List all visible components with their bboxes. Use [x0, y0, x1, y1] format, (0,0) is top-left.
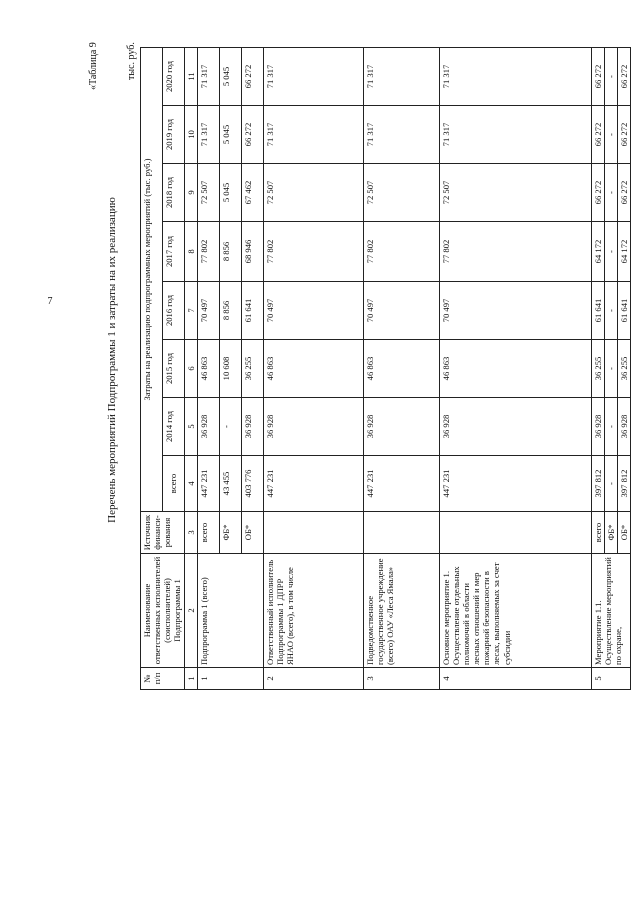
header-year: 2017 год	[162, 222, 184, 282]
row-name: Подпрограмма 1 (всего)	[197, 554, 263, 668]
row-year-value: 5 045	[219, 106, 241, 164]
column-index: 3	[184, 512, 197, 554]
unit-label: тыс. руб.	[126, 42, 137, 80]
row-source	[263, 512, 363, 554]
row-year-value: 71 317	[439, 48, 591, 106]
header-year: 2020 год	[162, 48, 184, 106]
row-year-value: 66 272	[617, 106, 630, 164]
row-year-value: 36 255	[617, 340, 630, 398]
column-index: 11	[184, 48, 197, 106]
row-year-value: 8 856	[219, 222, 241, 282]
row-year-value: 77 802	[363, 222, 439, 282]
row-year-value: 67 462	[241, 164, 263, 222]
row-year-value: 66 272	[617, 164, 630, 222]
table-title: Перечень мероприятий Подпрограммы 1 и затраты на их реализацию	[106, 197, 118, 523]
row-year-value: 71 317	[197, 106, 219, 164]
row-year-value: 64 172	[591, 222, 604, 282]
row-year-value: 66 272	[591, 48, 604, 106]
row-year-value: 36 928	[439, 398, 591, 456]
row-year-value: -	[604, 106, 617, 164]
table-row	[591, 48, 604, 690]
row-year-value: 36 928	[241, 398, 263, 456]
row-year-value: 36 255	[591, 340, 604, 398]
costs-table	[140, 47, 631, 690]
row-year-value: 46 863	[439, 340, 591, 398]
row-year-value: 5 045	[219, 48, 241, 106]
row-year-value: 77 802	[197, 222, 219, 282]
row-year-value: 61 641	[617, 282, 630, 340]
row-source: ОБ*	[241, 512, 263, 554]
table-row	[363, 48, 439, 690]
row-source: ФБ*	[219, 512, 241, 554]
row-year-value: -	[604, 222, 617, 282]
column-index: 9	[184, 164, 197, 222]
row-source: всего	[197, 512, 219, 554]
row-name: Основное мероприятие 1. Осуществление отдельных полномочий в области лесных отношений и мер пожарной безопасности в лесах, выполняемых за счет субсидии	[439, 554, 591, 668]
row-number: 4	[439, 668, 591, 690]
row-year-value: -	[604, 164, 617, 222]
table-row	[197, 48, 219, 690]
header-year: 2019 год	[162, 106, 184, 164]
column-index: 6	[184, 340, 197, 398]
row-year-value: 71 317	[363, 48, 439, 106]
row-year-value: -	[604, 282, 617, 340]
row-source: ФБ*	[604, 512, 617, 554]
row-year-value: 72 507	[197, 164, 219, 222]
row-name: Мероприятие 1.1. Осуществление мероприятий по охране,	[591, 554, 630, 668]
header-name: Наименование ответственных исполнителей (соисполнителей) Подпрограммы 1	[141, 554, 185, 668]
row-name: Подведомственное государственное учреждение (всего) ОАУ «Леса Ямала»	[363, 554, 439, 668]
row-year-value: 46 863	[363, 340, 439, 398]
row-year-value: 72 507	[439, 164, 591, 222]
row-year-value: 61 641	[591, 282, 604, 340]
row-year-value: -	[604, 398, 617, 456]
row-year-value: 77 802	[439, 222, 591, 282]
row-year-value: 71 317	[197, 48, 219, 106]
row-year-value: 71 317	[263, 48, 363, 106]
column-index: 5	[184, 398, 197, 456]
header-num: № п/п	[141, 668, 185, 690]
row-year-value: 36 928	[363, 398, 439, 456]
row-source: всего	[591, 512, 604, 554]
header-total: всего	[162, 456, 184, 512]
row-year-value: 66 272	[617, 48, 630, 106]
row-total: 447 231	[363, 456, 439, 512]
row-year-value: -	[219, 398, 241, 456]
header-source: Источник финанси- рования	[141, 512, 185, 554]
row-year-value: 8 856	[219, 282, 241, 340]
row-total: 447 231	[439, 456, 591, 512]
column-index-row	[184, 48, 197, 690]
row-year-value: 71 317	[363, 106, 439, 164]
column-index: 2	[184, 554, 197, 668]
row-year-value: 64 172	[617, 222, 630, 282]
row-total: 397 812	[617, 456, 630, 512]
row-year-value: 71 317	[263, 106, 363, 164]
row-year-value: -	[604, 48, 617, 106]
row-year-value: 61 641	[241, 282, 263, 340]
row-number: 1	[197, 668, 263, 690]
row-total: 43 455	[219, 456, 241, 512]
table-body	[141, 48, 631, 690]
row-name: Ответственный исполнитель Подпрограммы 1 ДПРР ЯНАО (всего), в том числе	[263, 554, 363, 668]
row-total: 447 231	[197, 456, 219, 512]
header-row-1	[141, 48, 163, 690]
row-year-value: 77 802	[263, 222, 363, 282]
header-costs: Затраты на реализацию подпрограммных мероприятий (тыс. руб.)	[141, 48, 163, 512]
row-source	[439, 512, 591, 554]
row-year-value: 72 507	[263, 164, 363, 222]
table-row	[439, 48, 591, 690]
column-index: 4	[184, 456, 197, 512]
row-total: 397 812	[591, 456, 604, 512]
row-total: 403 776	[241, 456, 263, 512]
row-year-value: 36 928	[197, 398, 219, 456]
row-year-value: 66 272	[241, 106, 263, 164]
header-year: 2014 год	[162, 398, 184, 456]
row-year-value: -	[604, 340, 617, 398]
row-year-value: 36 928	[591, 398, 604, 456]
row-year-value: 66 272	[591, 106, 604, 164]
row-year-value: 5 045	[219, 164, 241, 222]
row-number: 3	[363, 668, 439, 690]
row-year-value: 72 507	[363, 164, 439, 222]
row-year-value: 46 863	[197, 340, 219, 398]
row-number: 2	[263, 668, 363, 690]
header-year: 2018 год	[162, 164, 184, 222]
row-total: -	[604, 456, 617, 512]
row-year-value: 70 497	[439, 282, 591, 340]
table-label: «Таблица 9	[88, 42, 99, 90]
row-year-value: 70 497	[363, 282, 439, 340]
row-year-value: 70 497	[197, 282, 219, 340]
column-index: 7	[184, 282, 197, 340]
row-year-value: 68 946	[241, 222, 263, 282]
column-index: 10	[184, 106, 197, 164]
row-year-value: 10 608	[219, 340, 241, 398]
page-number: 7	[47, 296, 53, 307]
row-source: ОБ*	[617, 512, 630, 554]
row-year-value: 36 255	[241, 340, 263, 398]
column-index: 8	[184, 222, 197, 282]
row-year-value: 36 928	[263, 398, 363, 456]
row-year-value: 66 272	[241, 48, 263, 106]
row-year-value: 70 497	[263, 282, 363, 340]
column-index: 1	[184, 668, 197, 690]
row-source	[363, 512, 439, 554]
row-total: 447 231	[263, 456, 363, 512]
row-number: 5	[591, 668, 630, 690]
header-year: 2016 год	[162, 282, 184, 340]
row-year-value: 36 928	[617, 398, 630, 456]
row-year-value: 71 317	[439, 106, 591, 164]
row-year-value: 66 272	[591, 164, 604, 222]
table-row	[263, 48, 363, 690]
row-year-value: 46 863	[263, 340, 363, 398]
header-year: 2015 год	[162, 340, 184, 398]
